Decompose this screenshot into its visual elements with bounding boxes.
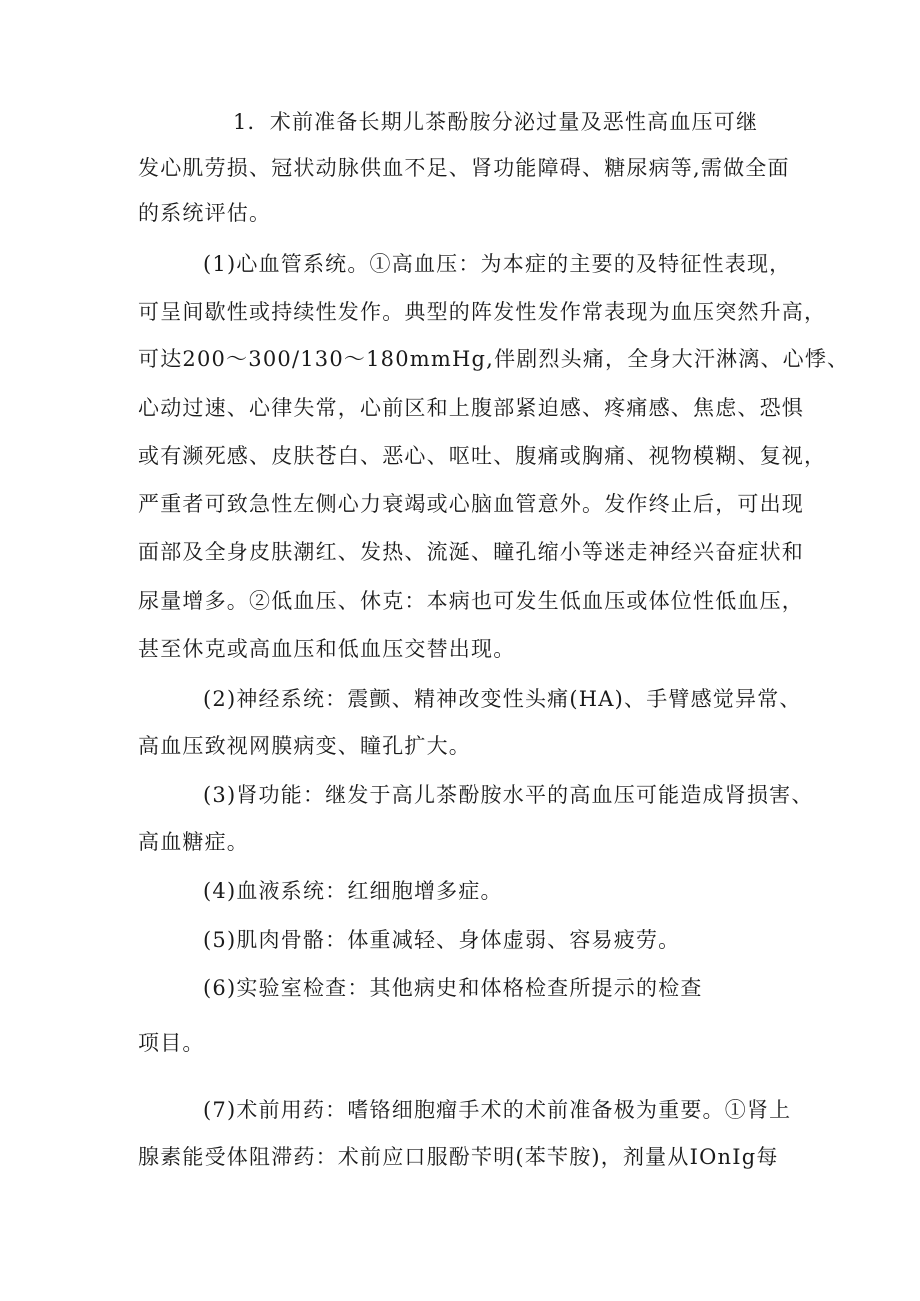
cardio-line-6: 严重者可致急性左侧心力衰竭或心脑血管意外。发作终止后，可出现 [138, 492, 804, 516]
neuro-line-2: 高血压致视网膜病变、瞳孔扩大。 [138, 734, 471, 758]
blood-line: (4)血液系统：红细胞增多症。 [203, 879, 503, 903]
cardio-line-8: 尿量增多。②低血压、休克：本病也可发生低血压或体位性低血压， [138, 589, 804, 613]
cardio-line-2: 可呈间歇性或持续性发作。典型的阵发性发作常表现为血压突然升高， [138, 300, 827, 324]
neuro-line-1: (2)神经系统：震颤、精神改变性头痛(HA)、手臂感觉异常、 [203, 687, 802, 711]
renal-line-1: (3)肾功能：继发于高儿茶酚胺水平的高血压可能造成肾损害、 [203, 783, 814, 807]
lab-line-2: 项目。 [138, 1031, 205, 1055]
cardio-line-5: 或有濒死感、皮肤苍白、恶心、呕吐、腹痛或胸痛、视物模糊、复视， [138, 444, 827, 468]
section1-line-2: 发心肌劳损、冠状动脉供血不足、肾功能障碍、糖尿病等,需做全面 [138, 156, 790, 180]
section1-line-1: 1．术前准备长期儿茶酚胺分泌过量及恶性高血压可继 [233, 110, 759, 134]
lab-line-1: (6)实验室检查：其他病史和体格检查所提示的检查 [203, 976, 703, 1000]
meds-line-2: 腺素能受体阻滞药：术前应口服酚苄明(苯苄胺)，剂量从IOnIg每 [138, 1145, 779, 1169]
cardio-line-9: 甚至休克或高血压和低血压交替出现。 [138, 637, 516, 661]
section1-line-3: 的系统评估。 [138, 201, 272, 225]
cardio-line-4: 心动过速、心律失常，心前区和上腹部紧迫感、疼痛感、焦虑、恐惧 [138, 396, 804, 420]
muscle-line: (5)肌肉骨骼：体重减轻、身体虚弱、容易疲劳。 [203, 928, 681, 952]
cardio-line-1: (1)心血管系统。①高血压：为本症的主要的及特征性表现， [203, 252, 792, 276]
meds-line-1: (7)术前用药：嗜铬细胞瘤手术的术前准备极为重要。①肾上 [203, 1098, 792, 1122]
cardio-line-7: 面部及全身皮肤潮红、发热、流涎、瞳孔缩小等迷走神经兴奋症状和 [138, 540, 804, 564]
renal-line-2: 高血糖症。 [138, 830, 249, 854]
cardio-line-3: 可达200～300/130～180mmHg,伴剧烈头痛，全身大汗淋漓、心悸、 [138, 347, 850, 371]
